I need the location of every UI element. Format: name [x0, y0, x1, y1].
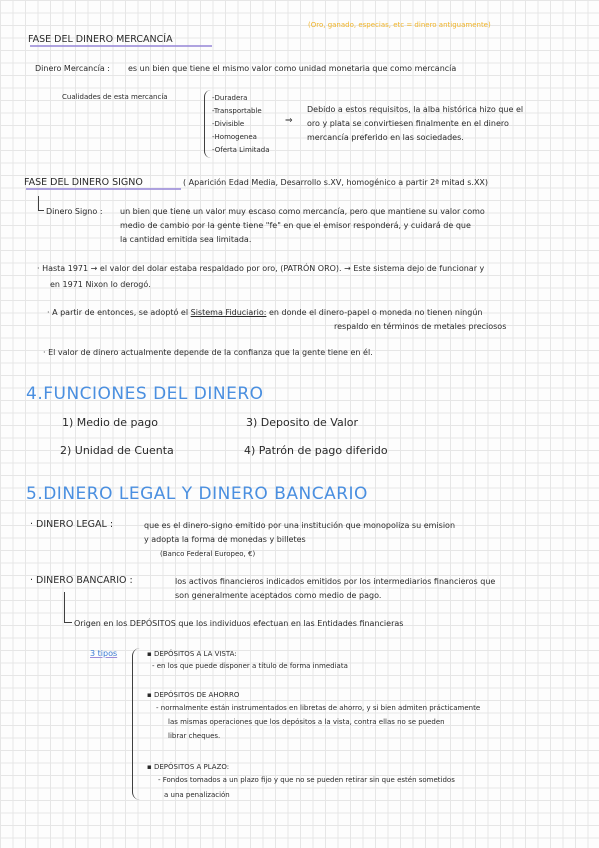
- legal-label: · DINERO LEGAL :: [30, 519, 114, 530]
- tipo-title: ▪ DEPÓSITOS A LA VISTA:: [147, 650, 237, 658]
- def-text-mercancia: es un bien que tiene el mismo valor como unidad monetaria que como mercancía: [128, 64, 457, 73]
- funcion-item: 1) Medio de pago: [62, 416, 158, 429]
- conclusion-line: oro y plata se convirtiesen finalmente en el dinero: [307, 119, 509, 128]
- bullet-2-line: respaldo en términos de metales preciosos: [334, 322, 507, 331]
- tipo-title: ▪ DEPÓSITOS DE AHORRO: [147, 691, 240, 699]
- conclusion-line: Debido a estos requisitos, la alba histórica hizo que el: [307, 105, 524, 114]
- cualidad-item: -Divisible: [212, 120, 245, 128]
- tipo-line: - en los que puede disponer a título de forma inmediata: [152, 662, 348, 670]
- connector: [64, 592, 65, 622]
- brace: [204, 90, 211, 158]
- bullet-2: · A partir de entonces, se adoptó el Sistema Fiduciario: en donde el dinero-papel o moneda no tienen ningún: [47, 308, 483, 317]
- cualidades-label: Cualidades de esta mercancía: [62, 93, 168, 101]
- origen-text: Origen en los DEPÓSITOS que los individuos efectuan en las Entidades financieras: [74, 619, 404, 628]
- connector: [64, 622, 72, 623]
- tipo-line: a una penalización: [164, 791, 230, 799]
- section-title-mercancia: FASE DEL DINERO MERCANCÍA: [28, 34, 173, 45]
- bullet-1-line: en 1971 Nixon lo derogó.: [50, 280, 151, 289]
- def-label-signo: Dinero Signo :: [46, 207, 103, 216]
- legal-line: que es el dinero-signo emitido por una institución que monopoliza su emision: [144, 521, 456, 530]
- tipo-line: - Fondos tomados a un plazo fijo y que no se pueden retirar sin que estén sometidos: [158, 776, 455, 784]
- tipo-title: ▪ DEPÓSITOS A PLAZO:: [147, 763, 230, 771]
- bancario-line: los activos financieros indicados emitidos por los intermediarios financieros que: [175, 577, 496, 586]
- funcion-item: 4) Patrón de pago diferido: [244, 444, 388, 457]
- cualidad-item: -Homogenea: [212, 133, 257, 141]
- def-line-signo: la cantidad emitida sea limitada.: [120, 235, 252, 244]
- tipo-line: - normalmente están instrumentados en libretas de ahorro, y si bien admiten prácticamente: [156, 704, 481, 712]
- bullet-3: · El valor de dinero actualmente depende de la confianza que la gente tiene en él.: [43, 348, 373, 357]
- bullet-1-line: · Hasta 1971 → el valor del dolar estaba respaldado por oro, (PATRÓN ORO). → Este sistema dejo de funcionar y: [37, 264, 485, 273]
- bancario-line: son generalmente aceptados como medio de pago.: [175, 591, 382, 600]
- tipos-label: 3 tipos: [90, 649, 118, 658]
- def-label-mercancia: Dinero Mercancía :: [35, 64, 110, 73]
- section-title-signo: FASE DEL DINERO SIGNO: [24, 177, 143, 188]
- bancario-label: · DINERO BANCARIO :: [30, 575, 133, 586]
- section-title-funciones: 4.FUNCIONES DEL DINERO: [26, 384, 264, 404]
- header-note: (Oro, ganado, especias, etc = dinero antiguamente): [308, 21, 491, 29]
- def-line-signo: un bien que tiene un valor muy escaso como mercancía, pero que mantiene su valor como: [120, 207, 485, 216]
- cualidad-item: -Duradera: [212, 94, 248, 102]
- tipo-line: las mismas operaciones que los depósitos a la vista, contra ellas no se pueden: [168, 718, 445, 726]
- tipo-line: librar cheques.: [168, 732, 221, 740]
- legal-line: (Banco Federal Europeo, €): [160, 550, 256, 558]
- brace: [132, 648, 140, 800]
- legal-line: y adopta la forma de monedas y billetes: [144, 535, 306, 544]
- funcion-item: 2) Unidad de Cuenta: [60, 444, 174, 457]
- connector: [38, 210, 44, 211]
- arrow: ⇒: [285, 116, 293, 126]
- cualidad-item: -Transportable: [212, 107, 262, 115]
- cualidad-item: -Oferta Limitada: [212, 146, 270, 154]
- sistema-fiduciario: Sistema Fiduciario:: [190, 308, 267, 317]
- connector: [38, 196, 39, 210]
- funcion-item: 3) Deposito de Valor: [246, 416, 359, 429]
- section-note-signo: ( Aparición Edad Media, Desarrollo s.XV, homogénico a partir 2ª mitad s.XX): [183, 178, 489, 187]
- conclusion-line: mercancía preferido en las sociedades.: [307, 133, 464, 142]
- section-title-legal-bancario: 5.DINERO LEGAL Y DINERO BANCARIO: [26, 484, 368, 504]
- def-line-signo: medio de cambio por la gente tiene "fe" en que el emisor responderá, y cuidará de que: [120, 221, 471, 230]
